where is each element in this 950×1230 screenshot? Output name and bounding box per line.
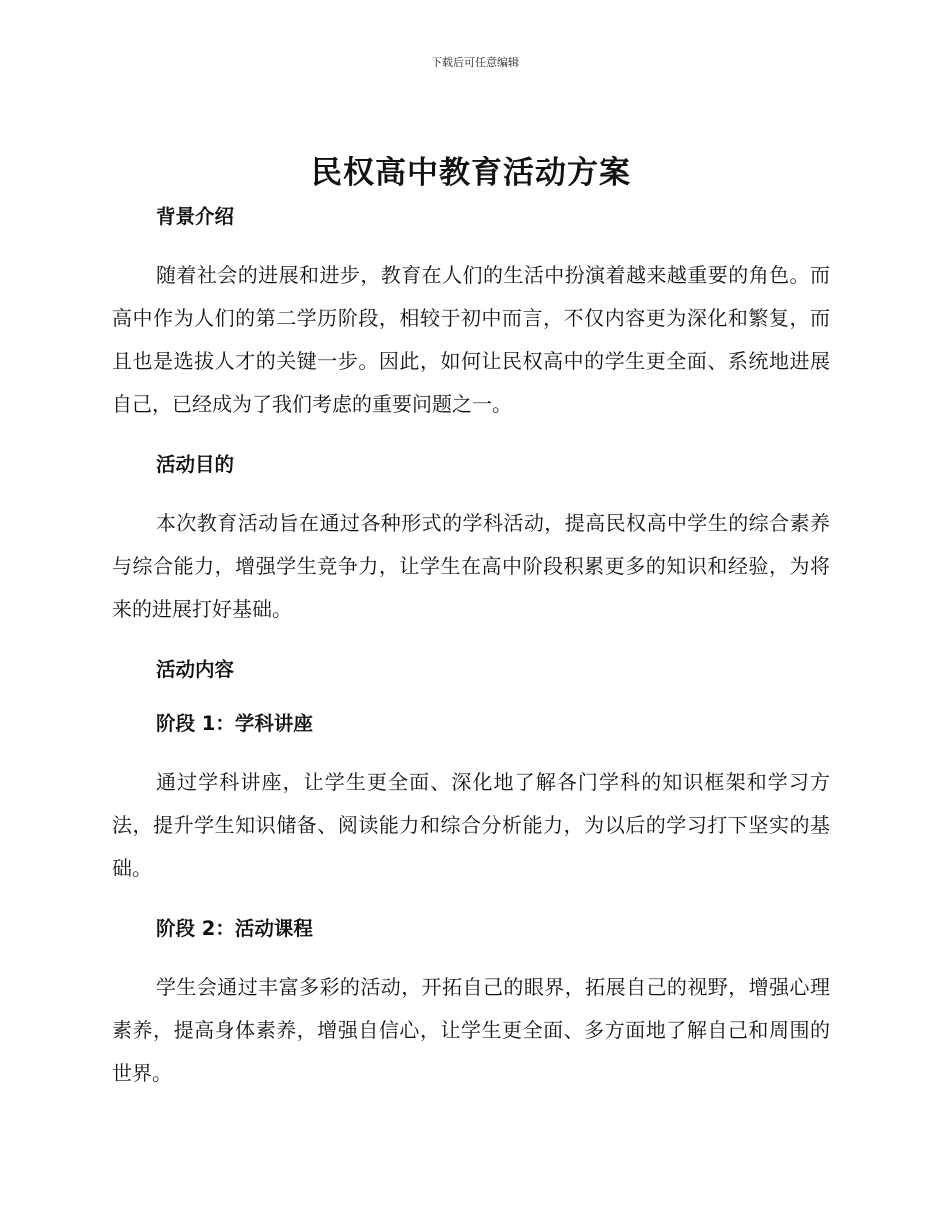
section-heading-content: 活动内容 xyxy=(156,658,235,681)
section-heading-stage-1: 阶段 1：学科讲座 xyxy=(156,712,313,735)
section-heading-purpose: 活动目的 xyxy=(156,453,235,476)
section-background xyxy=(112,202,830,426)
paragraph-purpose: 本次教育活动旨在通过各种形式的学科活动，提高民权高中学生的综合素养与综合能力，增强学生竞争力，让学生在高中阶段积累更多的知识和经验，为将来的进展打好基础。 xyxy=(112,511,830,621)
section-purpose xyxy=(112,450,830,631)
section-content xyxy=(112,655,830,685)
section-heading-background: 背景介绍 xyxy=(156,205,235,228)
paragraph-background: 随着社会的进展和进步，教育在人们的生活中扮演着越来越重要的角色。而高中作为人们的第二学历阶段，相较于初中而言，不仅内容更为深化和繁复，而且也是选拔人才的关键一步。因此，如何让民权高中的学生更全面、系统地进展自己，已经成为了我们考虑的重要问题之一。 xyxy=(112,263,830,416)
section-heading-stage-2: 阶段 2：活动课程 xyxy=(156,917,313,940)
paragraph-stage-2: 学生会通过丰富多彩的活动，开拓自己的眼界，拓展自己的视野，增强心理素养，提高身体素养，增强自信心，让学生更全面、多方面地了解自己和周围的世界。 xyxy=(112,975,830,1085)
section-stage-2 xyxy=(112,914,830,1095)
document-title: 民权高中教育活动方案 xyxy=(311,155,631,191)
section-stage-1 xyxy=(112,709,830,890)
page-header-note: 下载后可任意编辑 xyxy=(431,56,519,69)
paragraph-stage-1: 通过学科讲座，让学生更全面、深化地了解各门学科的知识框架和学习方法，提升学生知识储备、阅读能力和综合分析能力，为以后的学习打下坚实的基础。 xyxy=(112,770,830,880)
document-body xyxy=(112,150,830,1095)
